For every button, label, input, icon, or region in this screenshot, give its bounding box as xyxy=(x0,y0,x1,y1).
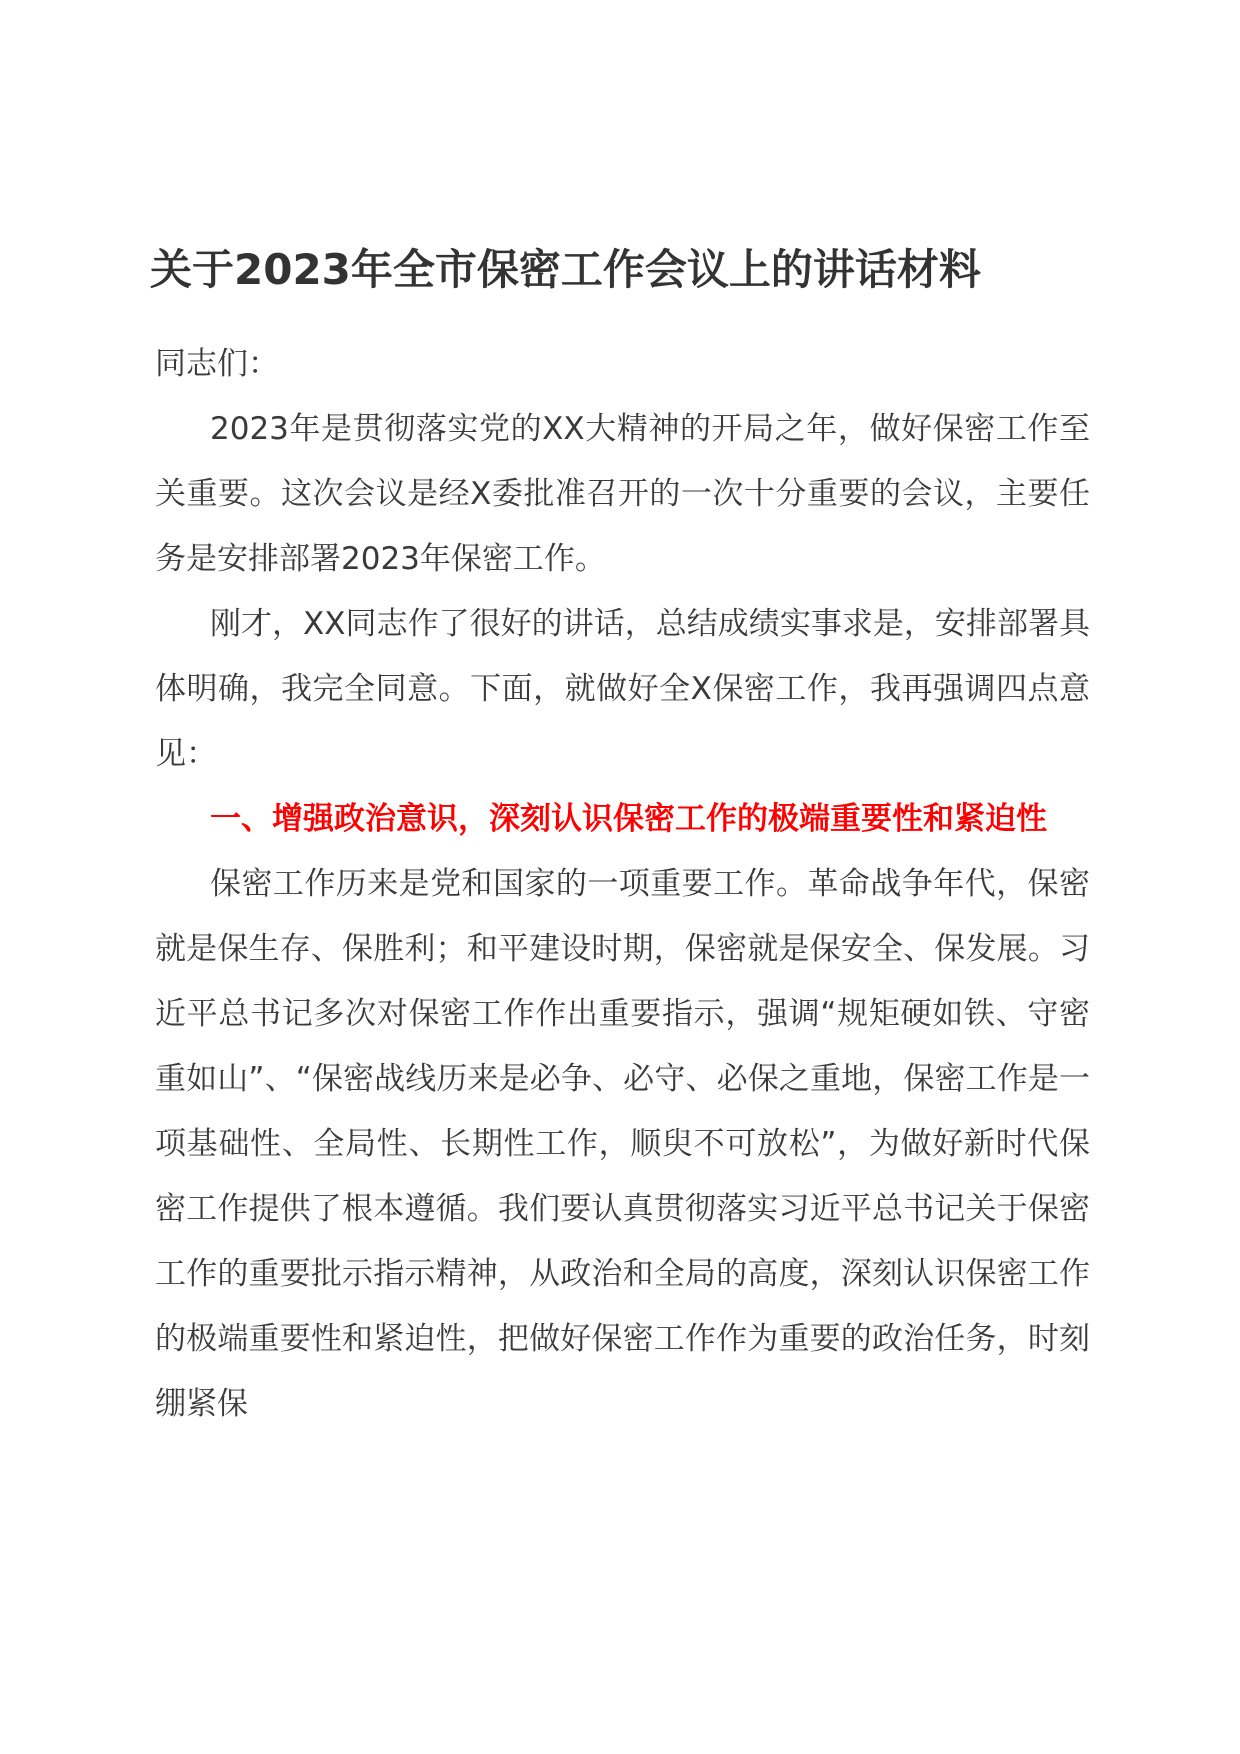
section-heading: 一、增强政治意识，深刻认识保密工作的极端重要性和紧迫性 xyxy=(210,801,1047,837)
document-title: 关于2023年全市保密工作会议上的讲话材料 xyxy=(150,245,981,294)
document-body xyxy=(155,332,1090,1437)
section-paragraph: 保密工作历来是党和国家的一项重要工作。革命战争年代，保密就是保生存、保胜利；和平建设时期，保密就是保安全、保发展。习近平总书记多次对保密工作作出重要指示，强调“规矩硬如铁、守密重如山”、“保密战线历来是必争、必守、必保之重地，保密工作是一项基础性、全局性、长期性工作，顺臾不可放松”，为做好新时代保密工作提供了根本遵循。我们要认真贯彻落实习近平总书记关于保密工作的重要批示指示精神，从政治和全局的高度，深刻认识保密工作的极端重要性和紧迫性，把做好保密工作作为重要的政治任务，时刻绷紧保 xyxy=(155,866,1090,1422)
paragraph-intro: 2023年是贯彻落实党的XX大精神的开局之年，做好保密工作至关重要。这次会议是经X委批准召开的一次十分重要的会议，主要任务是安排部署2023年保密工作。 xyxy=(155,411,1090,577)
salutation: 同志们： xyxy=(155,346,279,382)
paragraph-agreement: 刚才，XX同志作了很好的讲话，总结成绩实事求是，安排部署具体明确，我完全同意。下面，就做好全X保密工作，我再强调四点意见： xyxy=(155,606,1090,772)
